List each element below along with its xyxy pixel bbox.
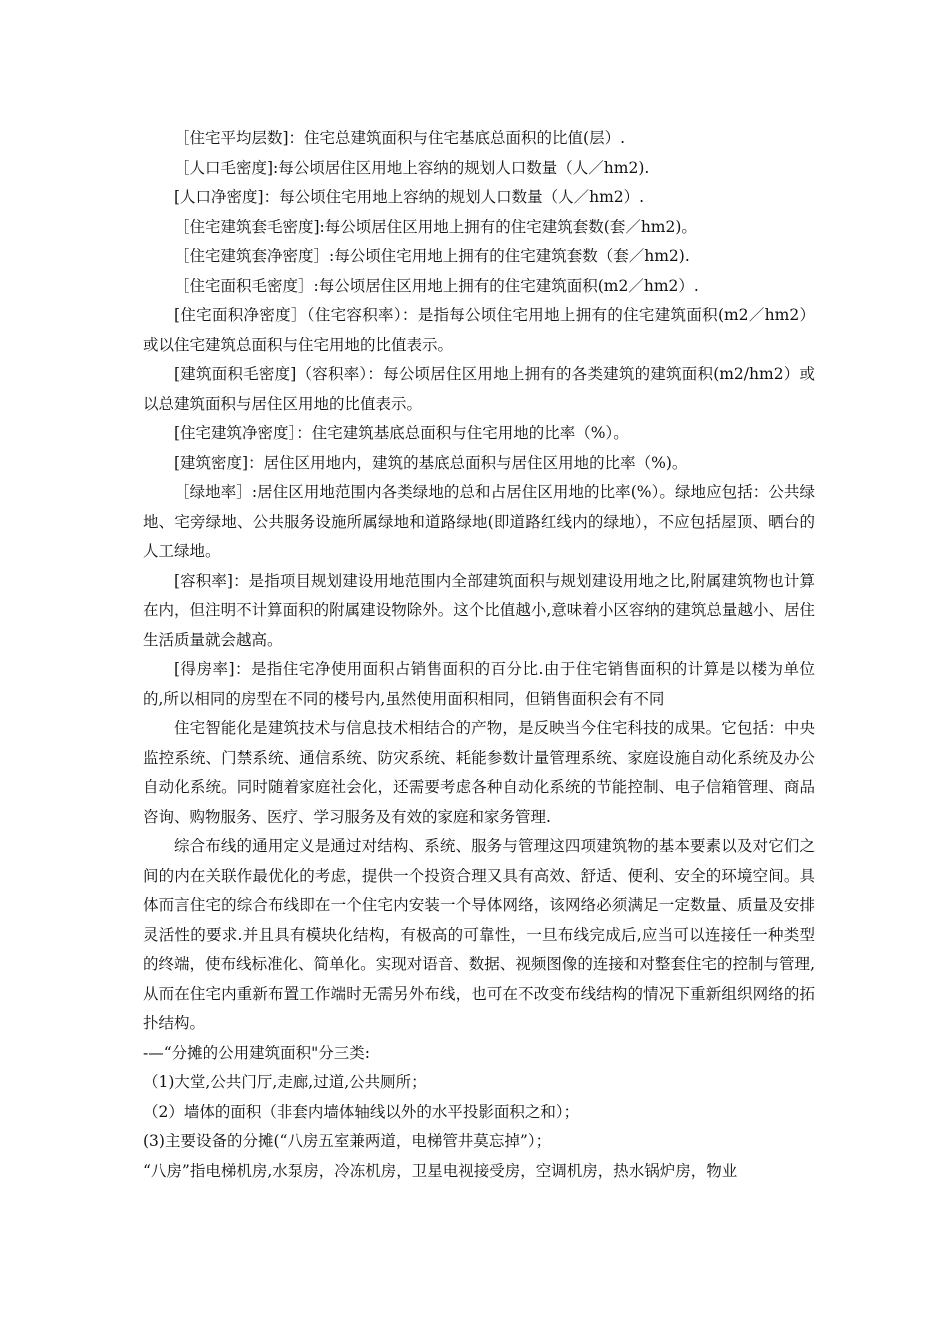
para-cabling: 综合布线的通用定义是通过对结构、系统、服务与管理这四项建筑物的基本要素以及对它们之间的内在关联作最优化的考虑，提供一个投资合理又具有高效、舒适、便利、安全的环境空间。具体而言住宅的综合布线即在一个住宅内安装一个导体网络，该网络必须满足一定数量、质量及安排灵活性的要求.并且具有模块化结构，有极高的可靠性，一旦布线完成后,应当可以连接任一种类型的终端，使布线标准化、简单化。实现对语音、数据、视频图像的连接和对整套住宅的控制与管理,从而在住宅内重新布置工作端时无需另外布线，也可在不改变布线结构的情况下重新组织网络的拓扑结构。 [143,837,815,1032]
para-gross-unit-density: ［住宅建筑套毛密度]:每公顷居住区用地上拥有的住宅建筑套数(套／hm2)。 [174,217,697,236]
document-page [143,124,815,1186]
para-net-area-density: [住宅面积净密度］（住宅容积率）：是指每公顷住宅用地上拥有的住宅建筑面积(m2／hm2）或以住宅建筑总面积与住宅用地的比值表示。 [143,306,815,354]
line-eight-rooms: “八房”指电梯机房,水泵房，冷冻机房，卫星电视接受房，空调机房，热水锅炉房，物业 [143,1161,738,1180]
line-shared-area-item-1: （1)大堂,公共门厅,走廊,过道,公共厕所； [143,1073,427,1091]
para-building-net-density: [住宅建筑净密度］：住宅建筑基底总面积与住宅用地的比率（%）。 [174,424,629,442]
para-net-unit-density: ［住宅建筑套净密度］:每公顷住宅用地上拥有的住宅建筑套数（套／hm2). [174,247,690,265]
line-shared-area-item-3: (3)主要设备的分摊(“八房五室兼两道，电梯管井莫忘掉”）； [143,1132,552,1150]
para-building-density: [建筑密度]：居住区用地内，建筑的基底总面积与居住区用地的比率（%)。 [174,453,688,472]
para-avg-floors: ［住宅平均层数]：住宅总建筑面积与住宅基底总面积的比值(层）. [174,129,626,147]
para-gross-area-density: ［住宅面积毛密度］:每公顷居住区用地上拥有的住宅建筑面积(m2／hm2）. [174,276,699,295]
line-shared-area-item-2: （2）墙体的面积（非套内墙体轴线以外的水平投影面积之和）； [143,1102,580,1121]
para-usable-ratio: [得房率]：是指住宅净使用面积占销售面积的百分比.由于住宅销售面积的计算是以楼为单位的,所以相同的房型在不同的楼号内,虽然使用面积相同，但销售面积会有不同 [143,660,815,708]
para-gross-pop-density: ［人口毛密度]:每公顷居住区用地上容纳的规划人口数量（人／hm2). [174,158,650,177]
para-smart-home: 住宅智能化是建筑技术与信息技术相结合的产物，是反映当今住宅科技的成果。它包括：中央监控系统、门禁系统、通信系统、防灾系统、耗能参数计量管理系统、家庭设施自动化系统及办公自动化系统。同时随着家庭社会化，还需要考虑各种自动化系统的节能控制、电子信箱管理、商品咨询、购物服务、医疗、学习服务及有效的家庭和家务管理. [143,719,815,826]
para-green-ratio: ［绿地率］:居住区用地范围内各类绿地的总和占居住区用地的比率(%）。绿地应包括：公共绿地、宅旁绿地、公共服务设施所属绿地和道路绿地(即道路红线内的绿地），不应包括屋顶、晒台的人工绿地。 [143,483,815,560]
para-plot-ratio: [容积率]：是指项目规划建设用地范围内全部建筑面积与规划建设用地之比,附属建筑物也计算在内，但注明不计算面积的附属建设物除外。这个比值越小,意味着小区容纳的建筑总量越小、居住生活质量就会越高。 [143,571,815,649]
para-building-gross-density: [建筑面积毛密度]（容积率）：每公顷居住区用地上拥有的各类建筑的建筑面积(m2/hm2）或以总建筑面积与居住区用地的比值表示。 [143,365,815,413]
para-net-pop-density: [人口净密度]：每公顷住宅用地上容纳的规划人口数量（人／hm2）. [174,188,645,206]
line-shared-area-heading: -—“分摊的公用建筑面积"分三类: [143,1043,371,1062]
